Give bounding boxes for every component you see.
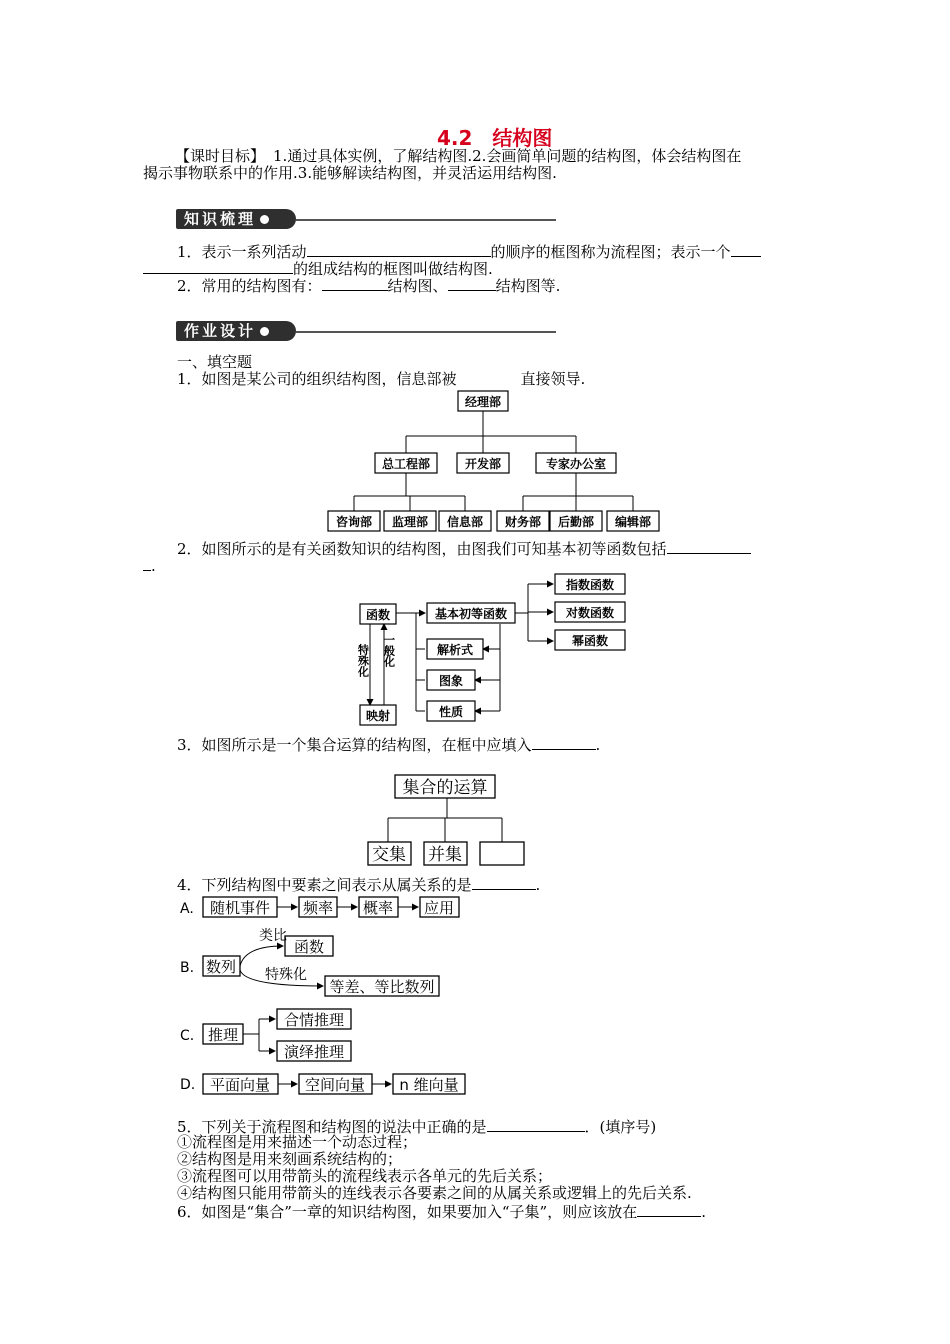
func-label: 函数 (365, 608, 391, 622)
option-a-box-label: 概率 (362, 899, 394, 917)
section-banner-knowledge: 知识梳理 (176, 209, 296, 229)
fill-blank[interactable] (667, 539, 751, 554)
fill-blank[interactable] (322, 276, 388, 291)
option-b-box-label: 数列 (205, 958, 237, 976)
option-d-box-label: n 维向量 (399, 1076, 459, 1094)
option-d-label: D. (180, 1077, 196, 1093)
org-leaf-label: 财务部 (504, 515, 542, 529)
option-c-box-label: 演绎推理 (283, 1043, 345, 1061)
org-leaf-label: 编辑部 (614, 515, 652, 529)
func-label: 图象 (438, 674, 464, 688)
func-side-label: 特殊化 (356, 644, 370, 677)
func-label: 指数函数 (565, 578, 615, 592)
fill-blank[interactable] (532, 735, 596, 750)
knowledge-q2: 2．常用的结构图有： 结构图、 结构图等. (177, 277, 561, 295)
org-mid-label: 开发部 (464, 457, 502, 471)
banner-dot-icon (260, 327, 269, 336)
option-c-box-label: 推理 (207, 1026, 239, 1044)
fill-blank[interactable] (731, 242, 761, 257)
q5-item: ②结构图是用来刻画系统结构的； (177, 1150, 403, 1168)
objective-line-2: 揭示事物联系中的作用.3.能够解读结构图，并灵活运用结构图. (143, 164, 557, 182)
option-b-box-label: 函数 (293, 938, 325, 956)
option-b-box-label: 等差、等比数列 (329, 978, 435, 996)
fill-blank[interactable] (487, 1117, 585, 1132)
fill-blank[interactable] (472, 875, 536, 890)
question-4: 4．下列结构图中要素之间表示从属关系的是 . (177, 876, 541, 894)
fill-blank[interactable] (143, 556, 151, 571)
org-mid-label: 总工程部 (381, 457, 431, 471)
set-chart (360, 770, 535, 870)
fill-blank[interactable] (143, 259, 293, 274)
part-heading: 一、填空题 (177, 353, 253, 371)
org-chart (320, 385, 670, 535)
option-a-box-label: 随机事件 (209, 899, 271, 917)
set-label: 并集 (428, 845, 462, 865)
org-leaf-label: 后勤部 (557, 515, 595, 529)
fill-blank[interactable] (637, 1202, 701, 1217)
func-label: 基本初等函数 (434, 607, 508, 621)
set-label: 交集 (372, 845, 406, 865)
func-label: 解析式 (436, 643, 474, 657)
option-a-box-label: 应用 (423, 899, 455, 917)
question-1: 1．如图是某公司的组织结构图，信息部被 直接领导. (177, 370, 586, 388)
option-b-edge-label: 类比 (259, 928, 287, 944)
org-leaf-label: 信息部 (446, 515, 484, 529)
org-mid-label: 专家办公室 (545, 457, 607, 471)
question-2-cont: . (143, 556, 156, 575)
option-a-box-label: 频率 (302, 899, 334, 917)
banner-rule (296, 219, 556, 221)
option-c-label: C. (180, 1028, 195, 1044)
page-title: 4.2 结构图 (437, 126, 553, 150)
func-label: 对数函数 (565, 606, 615, 620)
question-5: 5．下列关于流程图和结构图的说法中正确的是 ．(填序号) (177, 1118, 657, 1136)
banner-rule (296, 331, 556, 333)
question-2: 2．如图所示的是有关函数知识的结构图，由图我们可知基本初等函数包括 (177, 539, 751, 558)
function-chart (355, 568, 630, 730)
org-leaf-label: 咨询部 (335, 515, 373, 529)
func-label: 映射 (365, 709, 391, 723)
option-d-box-label: 平面向量 (209, 1076, 271, 1094)
option-a-label: A. (180, 901, 194, 917)
func-label: 性质 (438, 705, 464, 719)
options-diagram (175, 892, 475, 1102)
knowledge-q1-cont: 的组成结构的框图叫做结构图. (143, 259, 493, 278)
org-leaf-label: 监理部 (391, 515, 429, 529)
question-3: 3．如图所示是一个集合运算的结构图，在框中应填入 . (177, 736, 601, 754)
fill-blank[interactable] (448, 276, 496, 291)
objective-label: 【课时目标】 (175, 147, 266, 165)
func-label: 幂函数 (571, 634, 609, 648)
q5-item: ③流程图可以用带箭头的流程线表示各单元的先后关系； (177, 1167, 553, 1185)
section-banner-homework: 作业设计 (176, 321, 296, 341)
set-root-label: 集合的运算 (402, 778, 488, 798)
banner-dot-icon (260, 215, 269, 224)
q5-item: ①流程图是用来描述一个动态过程； (177, 1133, 418, 1151)
option-b-edge-label: 特殊化 (265, 967, 307, 983)
knowledge-q1: 1．表示一系列活动 的顺序的框图称为流程图；表示一个 (177, 242, 761, 261)
fill-blank[interactable] (307, 242, 491, 257)
q5-item: ④结构图只能用带箭头的连线表示各要素之间的从属关系或逻辑上的先后关系. (177, 1184, 692, 1202)
objective-line-1: 【课时目标】 1.通过具体实例，了解结构图.2.会画简单问题的结构图，体会结构图在 (175, 147, 742, 165)
func-side-label: 一般化 (382, 634, 396, 667)
option-b-label: B. (180, 960, 195, 976)
option-d-box-label: 空间向量 (304, 1076, 366, 1094)
set-box-empty[interactable] (480, 842, 524, 865)
org-root-label: 经理部 (464, 395, 502, 409)
option-c-box-label: 合情推理 (283, 1011, 345, 1029)
question-6: 6．如图是“集合”一章的知识结构图，如果要加入“子集”，则应该放在 . (177, 1203, 707, 1221)
